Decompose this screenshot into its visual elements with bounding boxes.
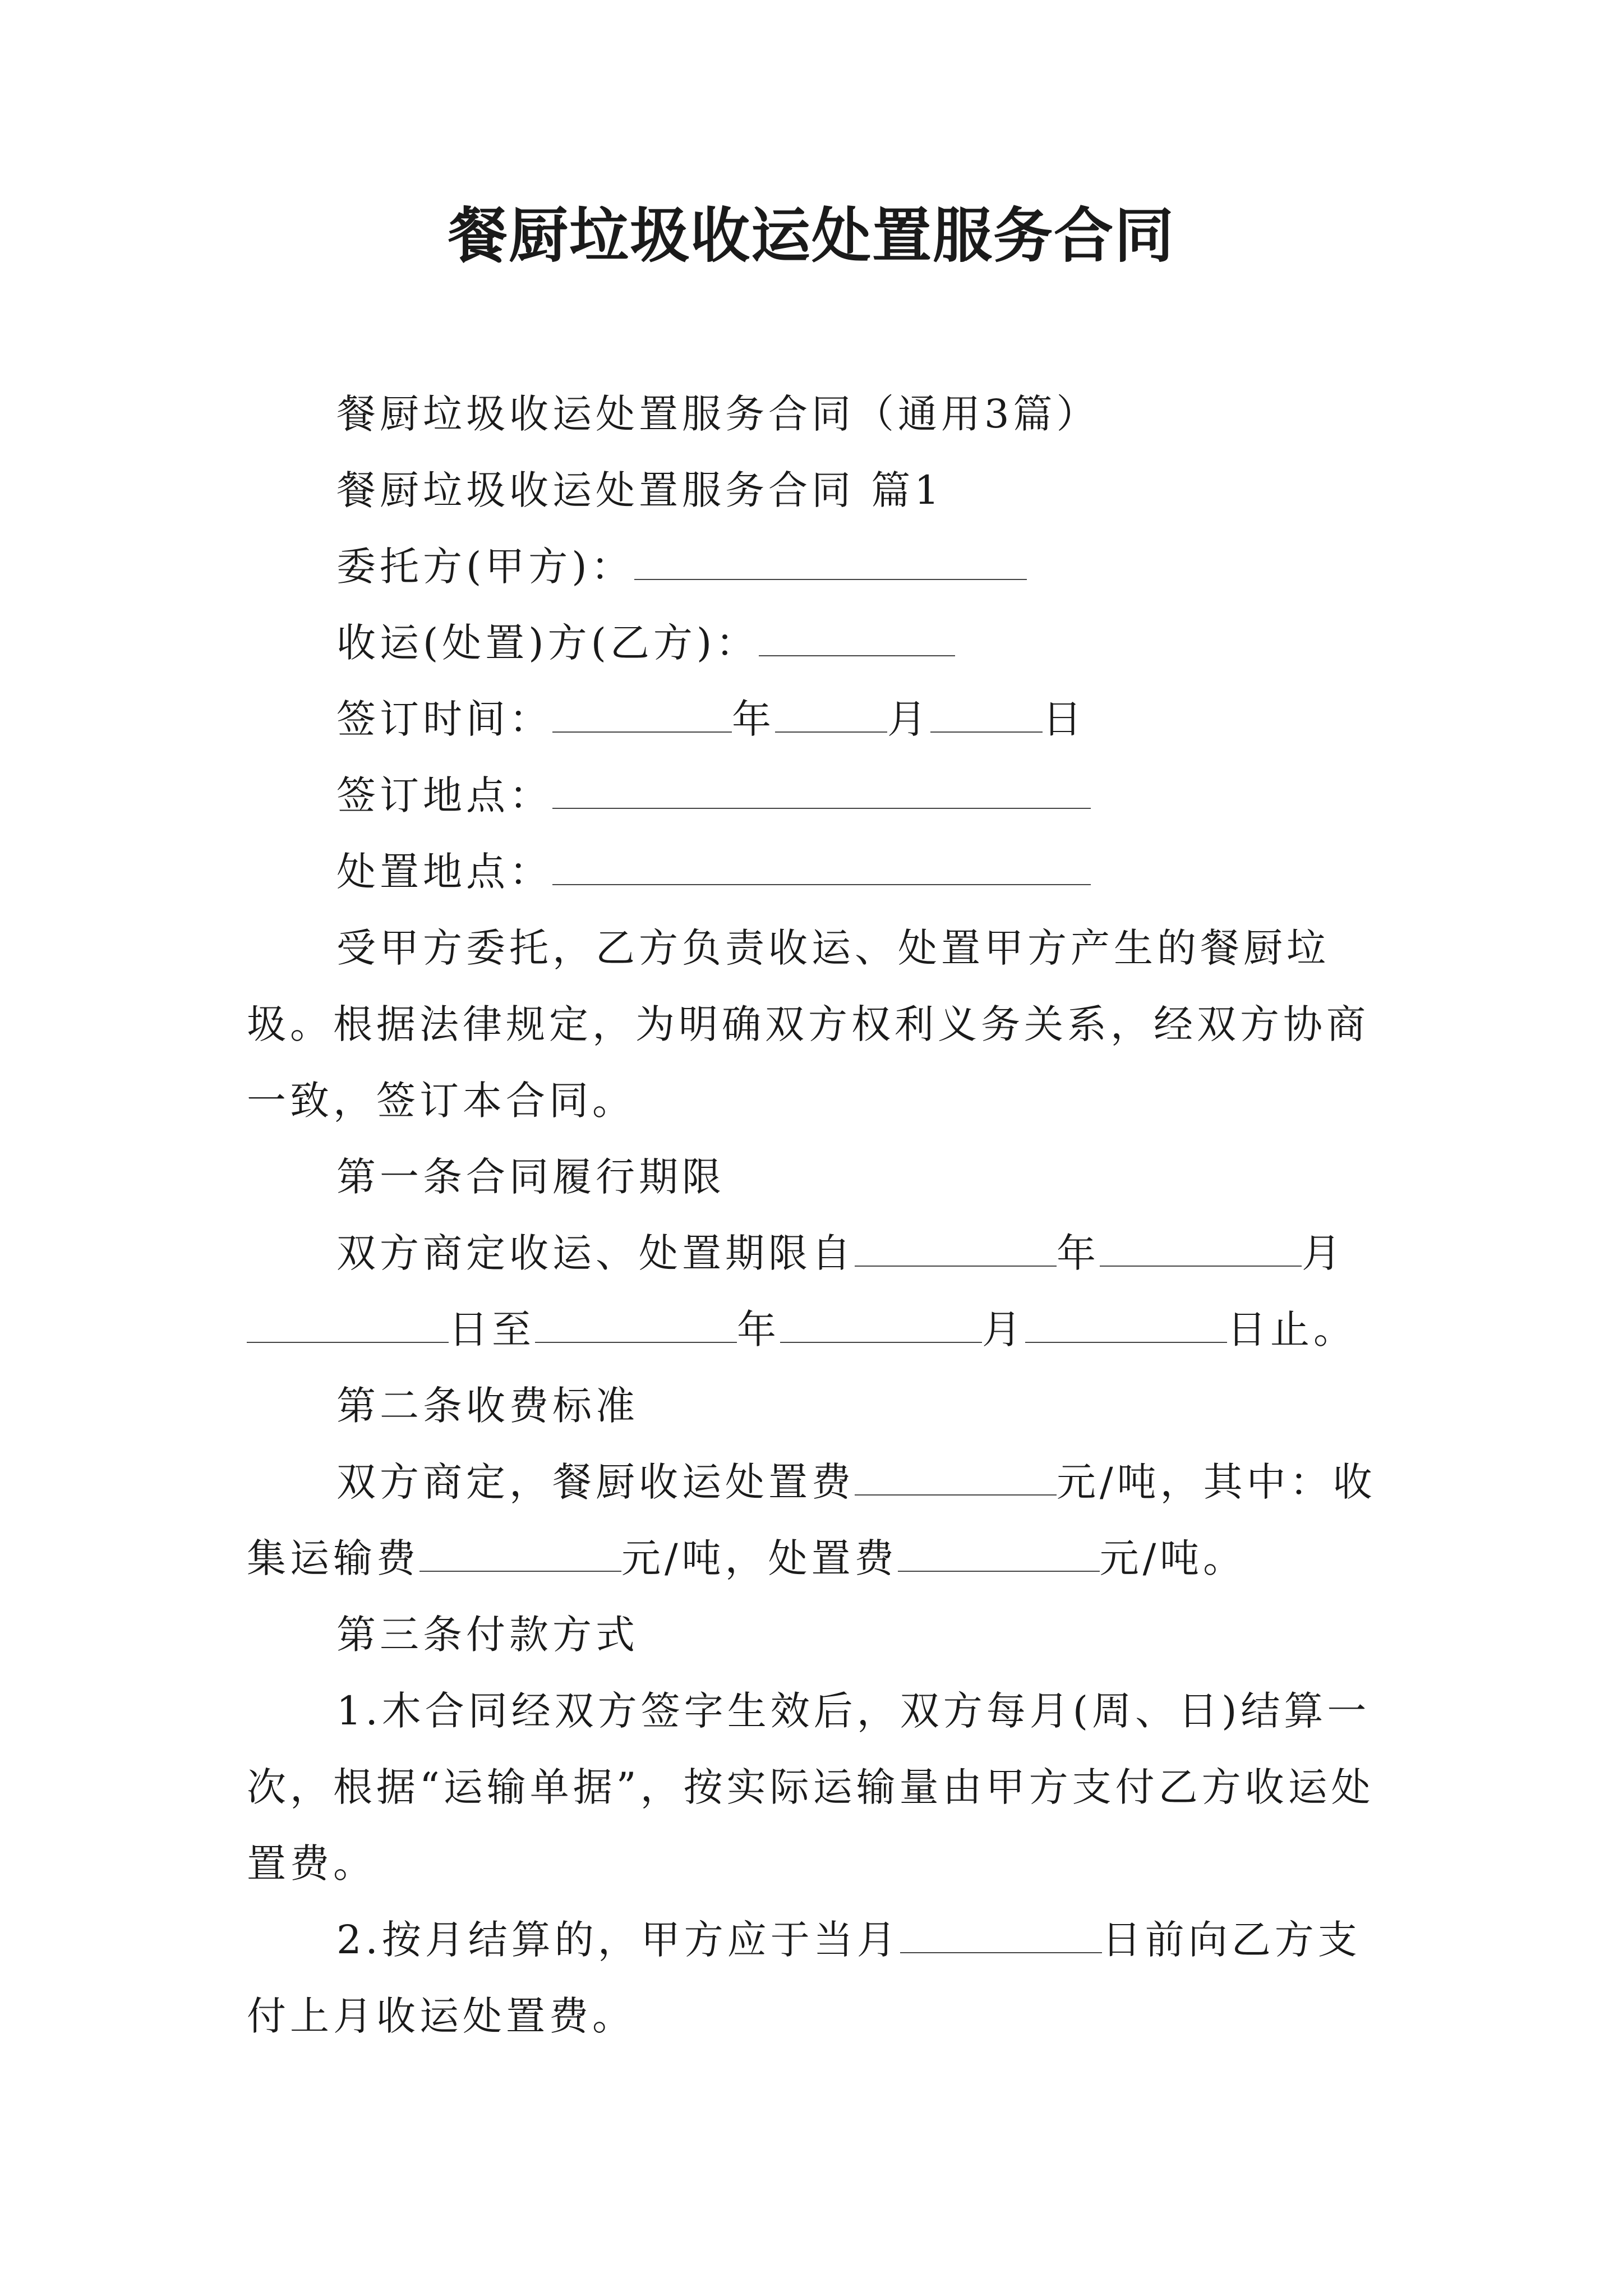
- party-b-line: [247, 605, 1391, 681]
- start-day-blank: [247, 1309, 449, 1343]
- document-body: [247, 376, 1391, 2054]
- sign-place-blank: [552, 775, 1091, 809]
- party-a-blank: [634, 546, 1027, 580]
- payment-day-blank: [900, 1920, 1102, 1953]
- start-year-label: 年: [1057, 1230, 1100, 1276]
- article-2-title: 第二条收费标准: [336, 1383, 639, 1429]
- article-2-text-a: 双方商定，餐厨收运处置费: [336, 1459, 855, 1505]
- article-1-to: 日至: [449, 1306, 535, 1352]
- article-2-text-b: 元/吨，其中：收集运输费: [247, 1459, 1376, 1581]
- start-year-blank: [855, 1233, 1057, 1267]
- party-b-blank: [759, 623, 955, 656]
- party-a-line: [247, 528, 1391, 605]
- dispose-place-line: [247, 834, 1391, 910]
- article-1-end: 日止。: [1227, 1306, 1357, 1352]
- sign-year-blank: [552, 699, 732, 733]
- total-fee-blank: [855, 1462, 1057, 1496]
- article-2-text-d: 元/吨。: [1099, 1535, 1247, 1581]
- article-3-title: 第三条付款方式: [336, 1612, 639, 1658]
- transport-fee-blank: [419, 1538, 621, 1572]
- sign-time-line: [247, 681, 1391, 757]
- end-day-blank: [1025, 1309, 1227, 1343]
- end-year-blank: [535, 1309, 737, 1343]
- article-1-paragraph: [247, 1215, 1391, 1368]
- sign-day-blank: [930, 699, 1043, 733]
- party-a-label: 委托方(甲方)：: [336, 544, 634, 590]
- sign-time-label: 签订时间：: [336, 696, 552, 742]
- dispose-place-label: 处置地点：: [336, 849, 552, 895]
- part-heading: 餐厨垃圾收运处置服务合同 篇1: [336, 467, 943, 513]
- sign-month-blank: [775, 699, 887, 733]
- day-label: 日: [1043, 696, 1086, 742]
- disposal-fee-blank: [898, 1538, 1100, 1572]
- start-month-blank: [1100, 1233, 1302, 1267]
- start-month-label: 月: [1302, 1230, 1345, 1276]
- end-month-label: 月: [982, 1306, 1025, 1352]
- end-year-label: 年: [737, 1306, 780, 1352]
- end-month-blank: [780, 1309, 982, 1343]
- year-label: 年: [732, 696, 775, 742]
- article-3-item-2-b: 日前向乙方支付上月收运处置费。: [247, 1917, 1361, 2039]
- intro-paragraph: 受甲方委托，乙方负责收运、处置甲方产生的餐厨垃圾。根据法律规定，为明确双方权利义务关系，经双方协商一致，签订本合同。: [247, 925, 1370, 1124]
- article-1-text-a: 双方商定收运、处置期限自: [336, 1230, 855, 1276]
- sign-place-line: [247, 757, 1391, 834]
- subtitle: 餐厨垃圾收运处置服务合同（通用3篇）: [336, 391, 1100, 437]
- article-3-item-2: [247, 1902, 1391, 2054]
- article-2-text-c: 元/吨，处置费: [621, 1535, 898, 1581]
- article-1-title: 第一条合同履行期限: [336, 1154, 725, 1200]
- article-3-item-2-a: 2.按月结算的，甲方应于当月: [336, 1917, 900, 1963]
- party-b-label: 收运(处置)方(乙方)：: [336, 620, 759, 666]
- article-2-paragraph: [247, 1444, 1391, 1596]
- month-label: 月: [887, 696, 930, 742]
- document-title: 餐厨垃圾收运处置服务合同: [448, 200, 1175, 270]
- article-3-item-1: 1.木合同经双方签字生效后，双方每月(周、日)结算一次，根据“运输单据”，按实际运输量由甲方支付乙方收运处置费。: [247, 1688, 1375, 1887]
- dispose-place-blank: [552, 852, 1091, 885]
- sign-place-label: 签订地点：: [336, 772, 552, 818]
